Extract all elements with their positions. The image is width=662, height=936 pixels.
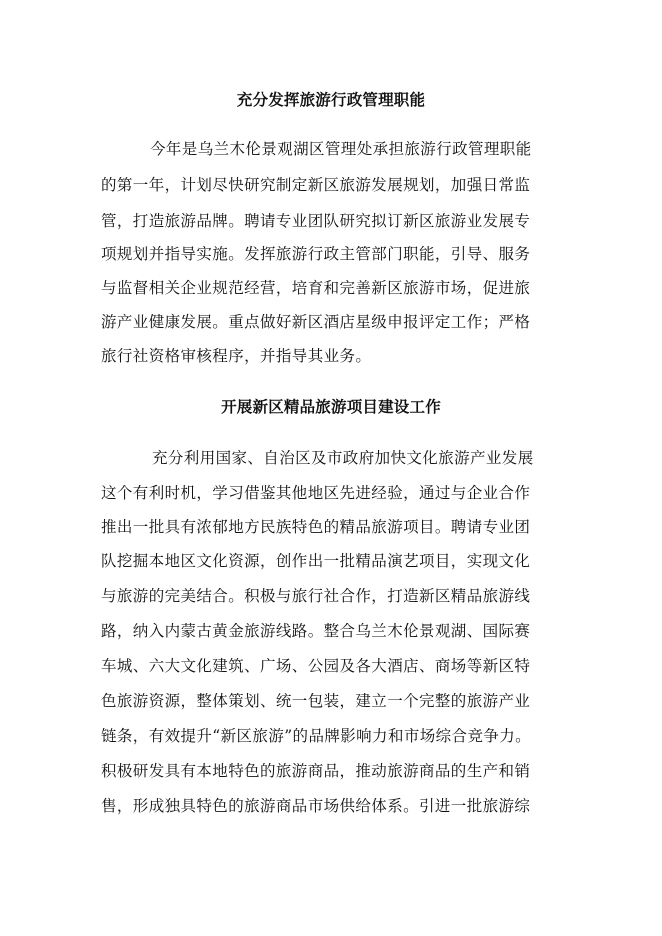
section-heading-boutique-projects: 开展新区精品旅游项目建设工作 [221, 397, 441, 416]
paragraph-line: 色旅游资源，整体策划、统一包装，建立一个完整的旅游产业 [101, 692, 531, 710]
paragraph-line: 积极研发具有本地特色的旅游商品，推动旅游商品的生产和销 [101, 762, 531, 780]
paragraph-line: 今年是乌兰木伦景观湖区管理处承担旅游行政管理职能 [150, 140, 532, 158]
paragraph-line: 项规划并指导实施。发挥旅游行政主管部门职能，引导、服务 [101, 245, 531, 263]
paragraph-line: 游产业健康发展。重点做好新区酒店星级申报评定工作；严格 [101, 313, 531, 331]
paragraph-line: 售，形成独具特色的旅游商品市场供给体系。引进一批旅游综 [101, 797, 531, 815]
paragraph-line: 这个有利时机，学习借鉴其他地区先进经验，通过与企业合作 [101, 484, 531, 502]
paragraph-line: 的第一年，计划尽快研究制定新区旅游发展规划，加强日常监 [101, 176, 531, 194]
paragraph-line: 队挖掘本地区文化资源，创作出一批精品演艺项目，实现文化 [101, 552, 531, 570]
section-heading-tourism-administration: 充分发挥旅游行政管理职能 [236, 90, 426, 109]
paragraph-line: 管，打造旅游品牌。聘请专业团队研究拟订新区旅游业发展专 [101, 212, 531, 230]
paragraph-line: 旅行社资格审核程序，并指导其业务。 [101, 347, 372, 365]
paragraph-line: 充分利用国家、自治区及市政府加快文化旅游产业发展 [152, 449, 534, 467]
paragraph-line: 与监督相关企业规范经营，培育和完善新区旅游市场，促进旅 [101, 279, 531, 297]
paragraph-line: 链条，有效提升“新区旅游”的品牌影响力和市场综合竞争力。 [101, 727, 532, 745]
paragraph-line: 推出一批具有浓郁地方民族特色的精品旅游项目。聘请专业团 [101, 518, 531, 536]
paragraph-line: 车城、六大文化建筑、广场、公园及各大酒店、商场等新区特 [101, 657, 531, 675]
paragraph-line: 路，纳入内蒙古黄金旅游线路。整合乌兰木伦景观湖、国际赛 [101, 622, 531, 640]
paragraph-line: 与旅游的完美结合。积极与旅行社合作，打造新区精品旅游线 [101, 587, 531, 605]
